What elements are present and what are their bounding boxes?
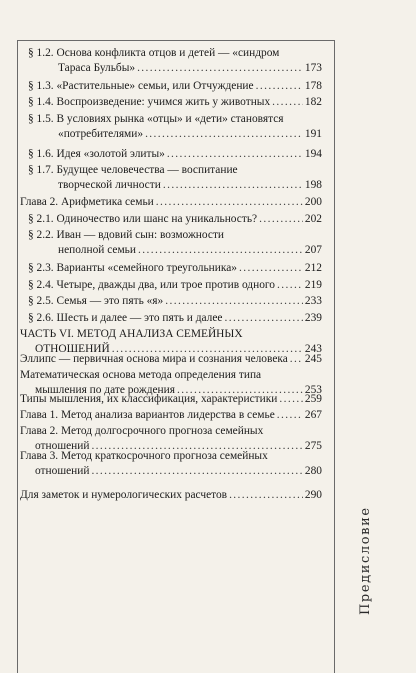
dot-leader	[165, 295, 303, 309]
toc-page-number: 245	[304, 353, 322, 365]
toc-page-number: 275	[304, 440, 322, 452]
dot-leader	[259, 213, 303, 227]
toc-page-number: 194	[304, 148, 322, 160]
toc-page-number: 173	[304, 62, 322, 74]
toc-page-number: 198	[304, 179, 322, 191]
toc-page-number: 253	[304, 384, 322, 396]
toc-page-number: 219	[304, 279, 322, 291]
toc-entry-title: Для заметок и нумерологических расчетов	[20, 489, 228, 501]
toc-entry-title: § 1.2. Основа конфликта отцов и детей — «синдром	[28, 47, 280, 59]
toc-entry-title: отношений	[35, 465, 90, 477]
toc-entry-title: § 2.2. Иван — вдовий сын: возможности	[28, 229, 225, 241]
toc-entry-title: § 1.4. Воспроизведение: учимся жить у животных	[28, 96, 271, 108]
toc-page-number: 267	[304, 409, 322, 421]
toc-entry-title: § 2.6. Шесть и далее — это пять и далее	[28, 312, 223, 324]
toc-page-number: 243	[304, 343, 322, 355]
dot-leader	[138, 244, 303, 258]
toc-entry-title: мышления по дате рождения	[35, 384, 175, 396]
toc-entry-title: Тараса Бульбы»	[58, 62, 136, 74]
dot-leader	[91, 465, 302, 479]
dot-leader	[272, 96, 303, 110]
toc-entry-title: § 2.3. Варианты «семейного треугольника»	[28, 262, 237, 274]
toc-page-number: 212	[304, 262, 322, 274]
toc-entry-title: отношений	[35, 440, 90, 452]
dot-leader	[145, 128, 303, 142]
dot-leader	[239, 262, 303, 276]
dot-leader	[229, 489, 303, 503]
toc-page-number: 259	[304, 393, 322, 405]
dot-leader	[256, 80, 303, 94]
dot-leader	[277, 279, 303, 293]
toc-entry-title: § 2.4. Четыре, дважды два, или трое против одного	[28, 279, 275, 291]
toc-entry-title: Эллипс — первичная основа мира и сознания человека	[20, 353, 288, 365]
toc-entry-title: Глава 2. Арифметика семьи	[20, 196, 154, 208]
toc-page-number: 191	[304, 128, 322, 140]
toc-page-number: 178	[304, 80, 322, 92]
dot-leader	[137, 62, 303, 76]
dot-leader	[156, 196, 303, 210]
dot-leader	[224, 312, 302, 326]
toc-page-number: 182	[304, 96, 322, 108]
dot-leader	[290, 353, 303, 367]
dot-leader	[279, 393, 303, 407]
toc-page-number: 280	[304, 465, 322, 477]
toc-entry-title: Математическая основа метода определения типа	[20, 369, 262, 381]
toc-entry-title: неполной семьи	[58, 244, 136, 256]
toc-entry-title: Глава 3. Метод краткосрочного прогноза семейных	[20, 450, 268, 462]
toc-entry-title: § 1.7. Будущее человечества — воспитание	[28, 164, 238, 176]
dot-leader	[167, 148, 303, 162]
side-tab	[338, 440, 378, 620]
dot-leader	[163, 179, 303, 193]
toc-entry-title: § 2.1. Одиночество или шанс на уникальность?	[28, 213, 258, 225]
toc-page-number: 207	[304, 244, 322, 256]
toc-entry-title: § 2.5. Семья — это пять «я»	[28, 295, 164, 307]
toc-entry-title: творческой личности	[58, 179, 161, 191]
toc-entry-title: Глава 2. Метод долгосрочного прогноза семейных	[20, 425, 264, 437]
toc-entry-title: ЧАСТЬ VI. МЕТОД АНАЛИЗА СЕМЕЙНЫХ	[20, 328, 243, 340]
dot-leader	[277, 409, 303, 423]
side-section-label: Предисловие	[358, 506, 373, 615]
toc-entry-title: § 1.5. В условиях рынка «отцы» и «дети» становятся	[28, 113, 284, 125]
toc-entry-title: Глава 1. Метод анализа вариантов лидерства в семье	[20, 409, 275, 421]
toc-page-number: 202	[304, 213, 322, 225]
toc-entry-title: «потребителями»	[58, 128, 144, 140]
toc-entry-title: Типы мышления, их классификация, характеристики	[20, 393, 278, 405]
toc-page-number: 239	[304, 312, 322, 324]
toc-page-number: 200	[304, 196, 322, 208]
toc-entry-title: § 1.6. Идея «золотой элиты»	[28, 148, 165, 160]
toc-entry-title: § 1.3. «Растительные» семьи, или Отчуждение	[28, 80, 254, 92]
toc-entry-title: ОТНОШЕНИЙ	[35, 343, 110, 355]
toc-page-number: 290	[304, 489, 322, 501]
toc-page-number: 233	[304, 295, 322, 307]
